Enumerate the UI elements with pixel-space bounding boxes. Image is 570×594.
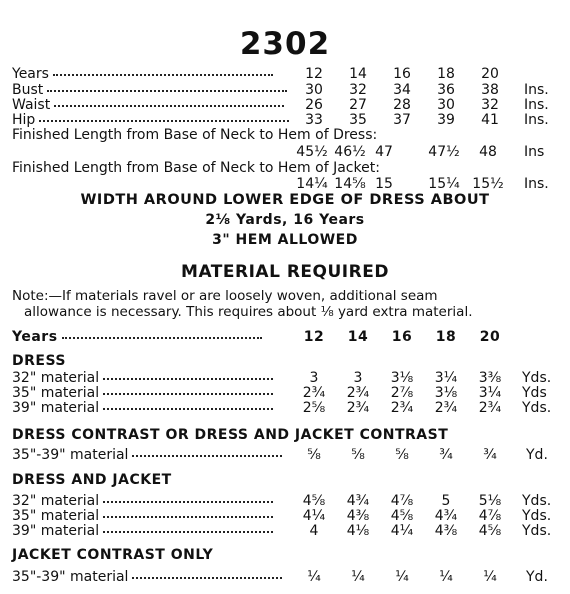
yardage-cell: 4¼: [302, 508, 326, 524]
yardage-cell: ¼: [351, 569, 365, 585]
measure-cell: 41: [481, 112, 499, 128]
section-title-dress-jacket: DRESS AND JACKET: [12, 472, 172, 488]
yardage-cell: 4⅞: [390, 493, 414, 509]
years-label: Years: [12, 66, 273, 82]
yardage-cell: 2¾: [434, 400, 458, 416]
yardage-cell: 4⅝: [390, 508, 414, 524]
measure-cell: 30: [305, 82, 323, 98]
measure-cell: 45½: [296, 144, 328, 160]
year-cell: 14: [347, 329, 369, 345]
unit-label: Yds.: [522, 523, 552, 539]
yardage-cell: 3¼: [478, 385, 502, 401]
yardage-cell: 4⅜: [346, 508, 370, 524]
measure-cell: 39: [437, 112, 455, 128]
measure-cell: 48: [479, 144, 497, 160]
year-cell: 14: [349, 66, 367, 82]
measure-cell: 15¼: [428, 176, 460, 192]
material-row-label: 32" material: [12, 493, 273, 509]
waist-label: Waist: [12, 97, 284, 113]
yardage-cell: ⅝: [395, 447, 409, 463]
yardage-cell: 4: [309, 523, 319, 539]
year-cell: 18: [437, 66, 455, 82]
year-cell: 12: [303, 329, 325, 345]
note-line-1: Note:—If materials ravel or are loosely woven, additional seam: [12, 288, 438, 304]
hem-note: 3" HEM ALLOWED: [212, 232, 358, 248]
yardage-cell: 2¾: [390, 400, 414, 416]
width-value: 2⅛ Yards, 16 Years: [205, 212, 365, 228]
section-title-contrast: DRESS CONTRAST OR DRESS AND JACKET CONTRAST: [12, 427, 449, 443]
pattern-number: 2302: [239, 26, 331, 62]
measure-cell: 14⅝: [334, 176, 366, 192]
yardage-cell: 3: [353, 370, 363, 386]
measure-cell: 27: [349, 97, 367, 113]
measure-cell: 30: [437, 97, 455, 113]
measure-cell: 47½: [428, 144, 460, 160]
measure-cell: 28: [393, 97, 411, 113]
unit-label: Ins.: [524, 112, 549, 128]
yardage-cell: 4⅞: [478, 508, 502, 524]
material-row-label: 35"-39" material: [12, 447, 282, 463]
material-row-label: 32" material: [12, 370, 273, 386]
width-heading: WIDTH AROUND LOWER EDGE OF DRESS ABOUT: [80, 192, 490, 208]
measure-cell: 47: [375, 144, 393, 160]
yardage-cell: 3: [309, 370, 319, 386]
yardage-cell: 5: [441, 493, 451, 509]
measure-cell: 32: [349, 82, 367, 98]
material-row-label: 39" material: [12, 523, 273, 539]
yardage-cell: 2¾: [478, 400, 502, 416]
unit-label: Yds: [522, 385, 547, 401]
yardage-cell: 5⅛: [478, 493, 502, 509]
unit-label: Ins.: [524, 82, 549, 98]
yardage-cell: 4⅜: [434, 523, 458, 539]
year-cell: 12: [305, 66, 323, 82]
year-cell: 18: [435, 329, 457, 345]
unit-label: Yd.: [526, 447, 548, 463]
measure-cell: 37: [393, 112, 411, 128]
measure-cell: 34: [393, 82, 411, 98]
yardage-cell: 4⅛: [346, 523, 370, 539]
material-heading: MATERIAL REQUIRED: [181, 262, 389, 282]
unit-label: Ins.: [524, 97, 549, 113]
measure-cell: 14¼: [296, 176, 328, 192]
material-row-label: 35"-39" material: [12, 569, 282, 585]
yardage-cell: 2¾: [346, 400, 370, 416]
yardage-cell: 3⅛: [434, 385, 458, 401]
yardage-cell: ¼: [307, 569, 321, 585]
measure-cell: 32: [481, 97, 499, 113]
measure-cell: 38: [481, 82, 499, 98]
unit-label: Yds.: [522, 400, 552, 416]
yardage-cell: ¼: [439, 569, 453, 585]
year-cell: 20: [481, 66, 499, 82]
unit-label: Yd.: [526, 569, 548, 585]
unit-label: Yds.: [522, 370, 552, 386]
dress-length-label: Finished Length from Base of Neck to Hem of Dress:: [12, 127, 378, 143]
yardage-cell: 2⅞: [390, 385, 414, 401]
note-line-2: allowance is necessary. This requires about ⅛ yard extra material.: [24, 304, 473, 320]
year-cell: 16: [393, 66, 411, 82]
measure-cell: 46½: [334, 144, 366, 160]
yardage-cell: ¾: [439, 447, 453, 463]
material-row-label: 39" material: [12, 400, 273, 416]
measure-cell: 15½: [472, 176, 504, 192]
measure-cell: 26: [305, 97, 323, 113]
yardage-cell: 4⅝: [478, 523, 502, 539]
yardage-cell: 4¾: [346, 493, 370, 509]
yardage-cell: 2¾: [302, 385, 326, 401]
measure-cell: 36: [437, 82, 455, 98]
section-title-jacket-contrast: JACKET CONTRAST ONLY: [12, 547, 214, 563]
bust-label: Bust: [12, 82, 287, 98]
material-years-label: Years: [12, 329, 262, 345]
measure-cell: 33: [305, 112, 323, 128]
section-title-dress: DRESS: [12, 353, 67, 369]
unit-label: Yds.: [522, 508, 552, 524]
unit-label: Yds.: [522, 493, 552, 509]
yardage-cell: ⅝: [351, 447, 365, 463]
unit-label: Ins: [524, 144, 545, 160]
material-row-label: 35" material: [12, 385, 273, 401]
yardage-cell: 2⅝: [302, 400, 326, 416]
jacket-length-label: Finished Length from Base of Neck to Hem of Jacket:: [12, 160, 380, 176]
measure-cell: 15: [375, 176, 393, 192]
year-cell: 16: [391, 329, 413, 345]
yardage-cell: 2¾: [346, 385, 370, 401]
measure-cell: 35: [349, 112, 367, 128]
hip-label: Hip: [12, 112, 289, 128]
yardage-cell: 3⅜: [478, 370, 502, 386]
material-row-label: 35" material: [12, 508, 273, 524]
unit-label: Ins.: [524, 176, 549, 192]
yardage-cell: ¼: [483, 569, 497, 585]
yardage-cell: ¾: [483, 447, 497, 463]
yardage-cell: 3⅛: [390, 370, 414, 386]
yardage-cell: 4¾: [434, 508, 458, 524]
year-cell: 20: [479, 329, 501, 345]
yardage-cell: 4⅝: [302, 493, 326, 509]
yardage-cell: ⅝: [307, 447, 321, 463]
yardage-cell: 4¼: [390, 523, 414, 539]
yardage-cell: 3¼: [434, 370, 458, 386]
yardage-cell: ¼: [395, 569, 409, 585]
